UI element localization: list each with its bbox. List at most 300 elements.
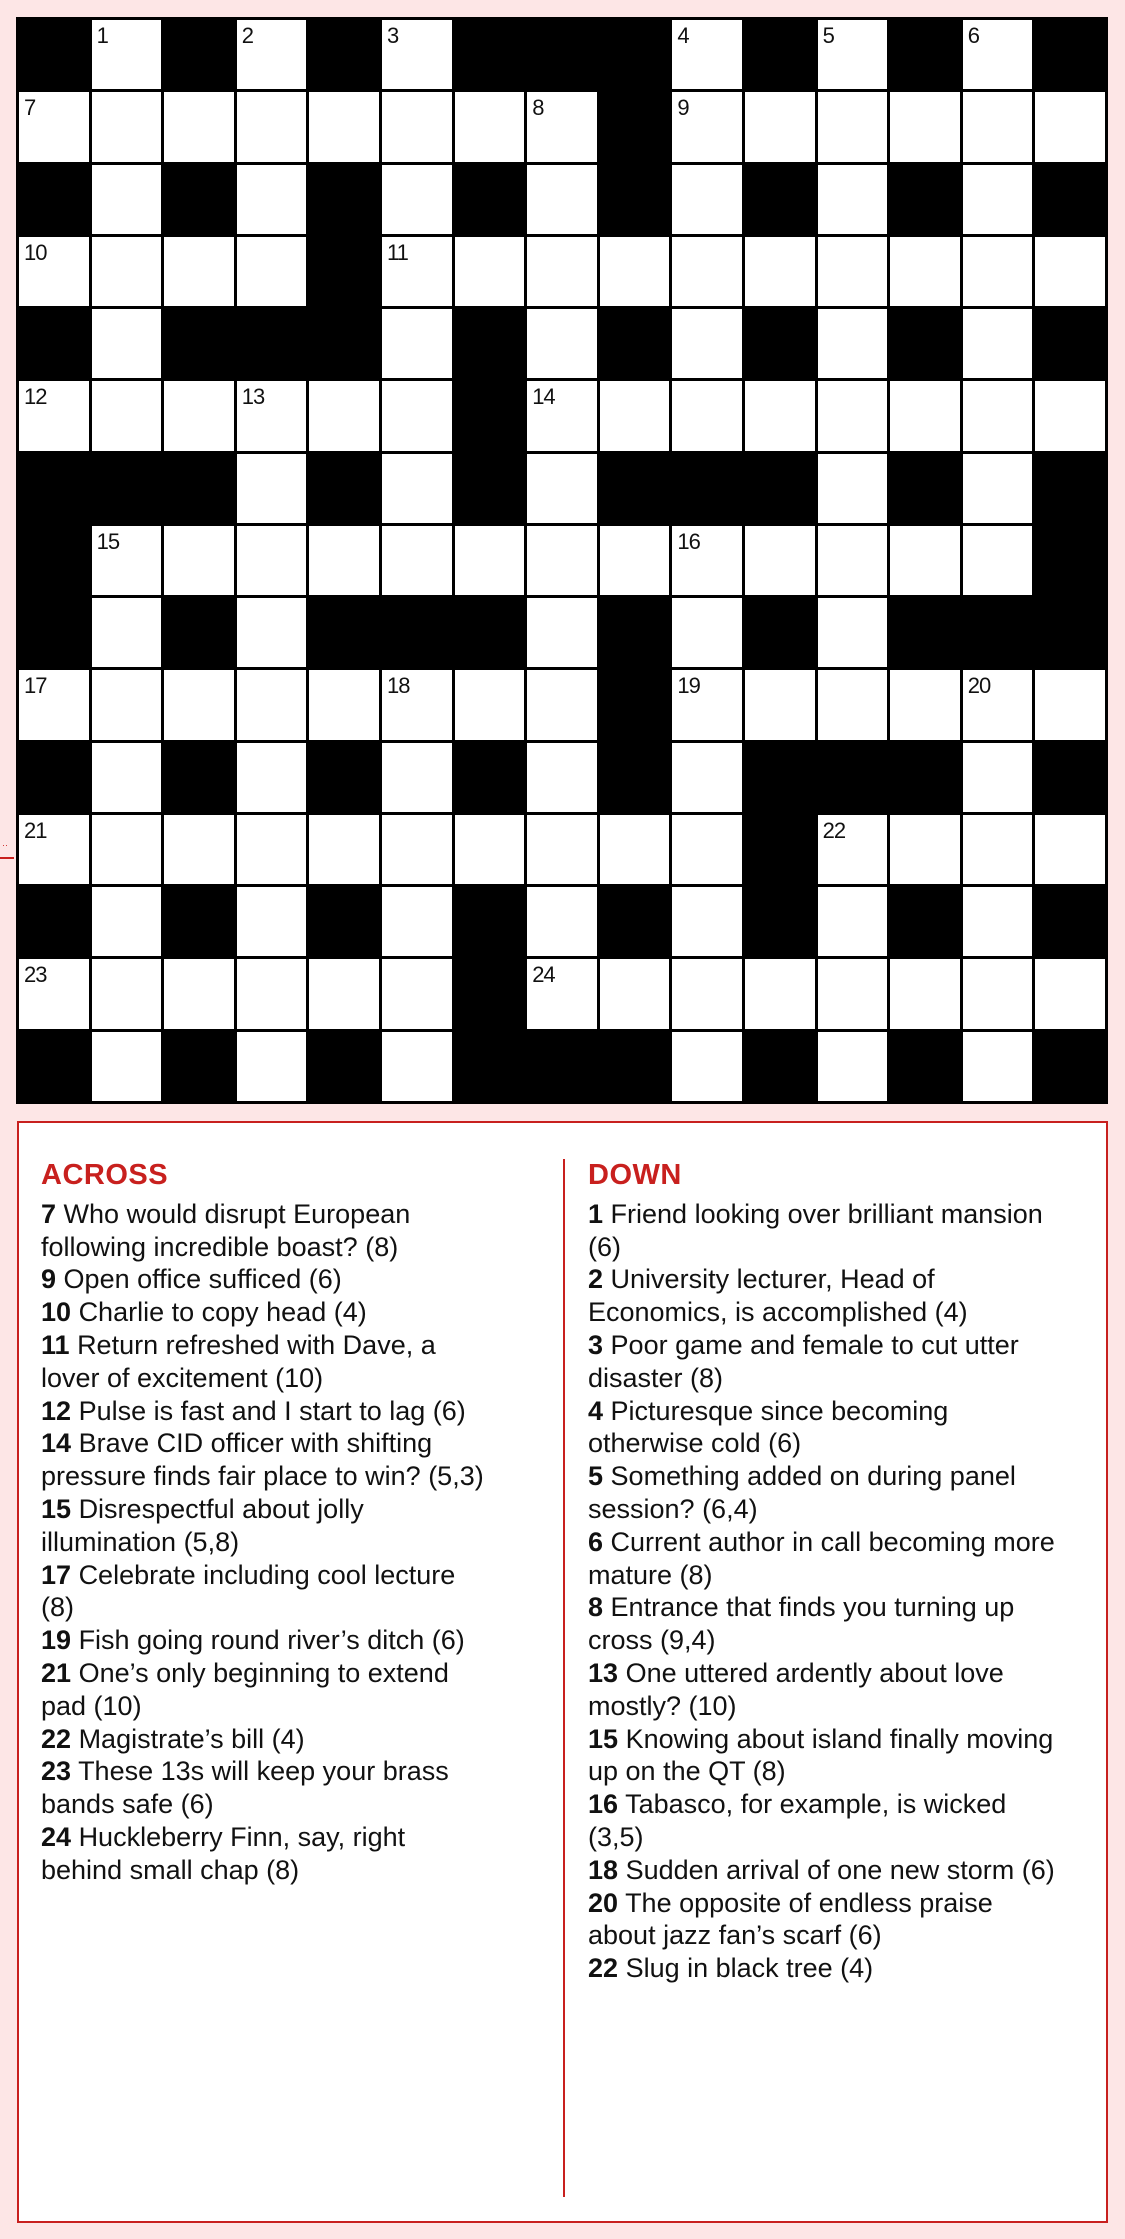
grid-cell[interactable] [1035,237,1105,306]
across-clue[interactable] [41,1329,491,1395]
grid-cell[interactable] [309,670,379,739]
black-square [19,598,89,667]
grid-cell[interactable] [745,670,815,739]
grid-cell[interactable] [92,526,162,595]
clue-number: 15 [41,1493,72,1524]
down-clue[interactable] [588,1591,1058,1657]
grid-cell[interactable] [309,381,379,450]
grid-cell[interactable] [164,237,234,306]
black-square [455,598,525,667]
grid-cell[interactable] [19,237,89,306]
margin-rule [0,857,14,859]
across-clue[interactable] [41,1723,491,1756]
clue-number: 13 [588,1657,619,1688]
grid-cell[interactable] [455,92,525,161]
clue-text: One’s only beginning to extend pad (10) [41,1657,449,1721]
clue-number: 9 [677,95,689,121]
grid-cell[interactable] [237,598,307,667]
grid-cell[interactable] [164,526,234,595]
black-square [164,887,234,956]
grid-cell[interactable] [92,598,162,667]
grid-cell[interactable] [527,670,597,739]
clue-text: One uttered ardently about love mostly? (10) [588,1657,1004,1721]
grid-cell[interactable] [19,959,89,1028]
grid-cell[interactable] [237,959,307,1028]
grid-cell[interactable] [963,237,1033,306]
grid-cell[interactable] [382,20,452,89]
clue-number: 23 [24,962,47,988]
clue-number: 1 [96,23,108,48]
black-square [600,165,670,234]
down-clue[interactable] [588,1198,1058,1264]
grid-cell[interactable] [237,237,307,306]
clue-number: 21 [24,817,47,843]
black-square [455,381,525,450]
grid-cell[interactable] [382,1032,452,1101]
clue-number: 16 [677,528,700,554]
grid-cell[interactable] [890,237,960,306]
black-square [309,887,379,956]
black-square [455,1032,525,1101]
grid-cell[interactable] [1035,815,1105,884]
clue-text: Knowing about island finally moving up on the QT (8) [588,1723,1054,1787]
grid-cell[interactable] [455,237,525,306]
clue-number: 19 [677,673,700,699]
grid-cell[interactable] [890,959,960,1028]
grid-cell[interactable] [309,526,379,595]
down-clue[interactable] [588,1887,1058,1953]
grid-cell[interactable] [672,959,742,1028]
grid-cell[interactable] [963,309,1033,378]
grid-cell[interactable] [672,20,742,89]
black-square [19,454,89,523]
across-clue[interactable] [41,1263,491,1296]
grid-cell[interactable] [92,959,162,1028]
grid-cell[interactable] [527,598,597,667]
across-clue[interactable] [41,1198,491,1264]
grid-cell[interactable] [963,92,1033,161]
black-square [1035,526,1105,595]
black-square [745,165,815,234]
black-square [672,454,742,523]
across-clue[interactable] [41,1624,491,1657]
grid-cell[interactable] [92,309,162,378]
clue-number: 8 [588,1592,604,1623]
column-divider [563,1159,565,2197]
clue-text: University lecturer, Head of Economics, is accomplished (4) [588,1264,968,1328]
grid-cell[interactable] [963,454,1033,523]
black-square [890,598,960,667]
grid-cell[interactable] [92,381,162,450]
down-clue[interactable] [588,1460,1058,1526]
clue-text: Fish going round river’s ditch (6) [78,1625,465,1656]
clue-number: 20 [967,673,991,699]
black-square [164,20,234,89]
down-clue[interactable] [588,1657,1058,1723]
grid-cell[interactable] [382,526,452,595]
clue-text: Pulse is fast and I start to lag (6) [78,1395,466,1426]
grid-cell[interactable] [455,815,525,884]
grid-cell[interactable] [890,526,960,595]
grid-cell[interactable] [382,887,452,956]
grid-cell[interactable] [527,743,597,812]
black-square [890,1032,960,1101]
grid-cell[interactable] [237,670,307,739]
grid-cell[interactable] [92,237,162,306]
grid-cell[interactable] [672,743,742,812]
black-square [455,887,525,956]
black-square [745,309,815,378]
black-square [818,743,888,812]
black-square [1035,598,1105,667]
grid-cell[interactable] [818,20,888,89]
grid-cell[interactable] [818,815,888,884]
grid-cell[interactable] [164,381,234,450]
grid-cell[interactable] [745,92,815,161]
black-square [600,1032,670,1101]
black-square [164,165,234,234]
clue-number: 8 [532,95,544,121]
grid-cell[interactable] [672,1032,742,1101]
black-square [745,20,815,89]
grid-cell[interactable] [672,887,742,956]
clue-text: Slug in black tree (4) [625,1953,874,1984]
grid-cell[interactable] [382,381,452,450]
grid-cell[interactable] [92,165,162,234]
clue-number: 24 [532,962,555,988]
clue-number: 17 [41,1559,72,1590]
clue-number: 9 [41,1264,57,1295]
black-square [164,454,234,523]
black-square [600,454,670,523]
clue-text: Poor game and female to cut utter disaster (8) [588,1329,1019,1393]
grid-cell[interactable] [890,92,960,161]
grid-cell[interactable] [237,454,307,523]
grid-cell[interactable] [1035,670,1105,739]
grid-cell[interactable] [19,92,89,161]
grid-cell[interactable] [237,1032,307,1101]
clue-text: Entrance that finds you turning up cross (9,4) [588,1592,1015,1656]
clue-number: 2 [588,1264,604,1295]
grid-cell[interactable] [1035,92,1105,161]
black-square [309,454,379,523]
grid-cell[interactable] [672,598,742,667]
grid-cell[interactable] [963,959,1033,1028]
clue-number: 3 [386,23,399,48]
grid-cell[interactable] [600,381,670,450]
grid-cell[interactable] [237,743,307,812]
across-clue[interactable] [41,1395,491,1428]
grid-cell[interactable] [963,20,1033,89]
clue-text: Who would disrupt European following incredible boast? (8) [41,1198,411,1262]
black-square [382,598,452,667]
grid-cell[interactable] [745,959,815,1028]
black-square [600,92,670,161]
grid-cell[interactable] [818,165,888,234]
clue-number: 11 [386,239,408,265]
black-square [890,309,960,378]
grid-cell[interactable] [672,309,742,378]
grid-cell[interactable] [382,959,452,1028]
black-square [164,309,234,378]
grid-cell[interactable] [1035,959,1105,1028]
black-square [745,1032,815,1101]
grid-cell[interactable] [309,959,379,1028]
clue-number: 4 [588,1395,604,1426]
margin-mark: ·· [2,840,8,850]
clue-text: Friend looking over brilliant mansion (6) [588,1198,1043,1262]
down-clue[interactable] [588,1952,1058,1985]
across-clue[interactable] [41,1493,491,1559]
grid-cell[interactable] [19,670,89,739]
clue-text: Huckleberry Finn, say, right behind small chap (8) [41,1821,406,1885]
grid-cell[interactable] [164,815,234,884]
black-square [1035,20,1105,89]
grid-cell[interactable] [1035,381,1105,450]
clue-number: 7 [41,1198,57,1229]
clue-number: 17 [24,673,47,699]
black-square [19,309,89,378]
clue-number: 1 [588,1198,604,1229]
clue-number: 4 [677,23,689,48]
grid-cell[interactable] [382,743,452,812]
grid-cell[interactable] [890,815,960,884]
grid-cell[interactable] [92,1032,162,1101]
grid-cell[interactable] [527,454,597,523]
across-clue[interactable] [41,1296,491,1329]
clue-number: 2 [241,23,254,48]
grid-cell[interactable] [963,670,1033,739]
clue-number: 21 [41,1657,72,1688]
grid-cell[interactable] [672,165,742,234]
black-square [455,20,525,89]
grid-cell[interactable] [963,743,1033,812]
grid-cell[interactable] [92,670,162,739]
grid-cell[interactable] [237,92,307,161]
grid-cell[interactable] [382,670,452,739]
grid-cell[interactable] [672,670,742,739]
grid-cell[interactable] [600,815,670,884]
black-square [309,309,379,378]
clue-number: 3 [588,1329,604,1360]
grid-cell[interactable] [818,309,888,378]
clue-number: 20 [588,1887,619,1918]
grid-cell[interactable] [890,381,960,450]
across-clue[interactable] [41,1427,491,1493]
clue-number: 12 [41,1395,72,1426]
clue-text: Disrespectful about jolly illumination (5,8) [41,1493,364,1557]
clue-number: 15 [96,528,120,554]
grid-cell[interactable] [527,165,597,234]
grid-cell[interactable] [672,381,742,450]
down-clue[interactable] [588,1263,1058,1329]
black-square [19,20,89,89]
black-square [890,887,960,956]
clue-text: Magistrate’s bill (4) [78,1723,305,1754]
grid-cell[interactable] [92,743,162,812]
black-square [1035,887,1105,956]
clue-number: 22 [588,1953,619,1984]
grid-cell[interactable] [818,526,888,595]
grid-cell[interactable] [963,165,1033,234]
across-clue[interactable] [41,1755,491,1821]
grid-cell[interactable] [672,815,742,884]
down-clue[interactable] [588,1788,1058,1854]
black-square [19,526,89,595]
clue-number: 12 [24,384,47,410]
grid-cell[interactable] [745,381,815,450]
grid-cell[interactable] [600,959,670,1028]
grid-cell[interactable] [455,526,525,595]
down-clue-list [588,1198,1058,1985]
black-square [600,670,670,739]
grid-cell[interactable] [237,815,307,884]
black-square [745,815,815,884]
clue-number: 22 [41,1723,72,1754]
clue-number: 6 [588,1526,604,1557]
clue-text: Return refreshed with Dave, a lover of excitement (10) [41,1329,436,1393]
grid-cell[interactable] [745,237,815,306]
clue-text: Charlie to copy head (4) [78,1297,367,1328]
grid-cell[interactable] [890,670,960,739]
grid-cell[interactable] [672,526,742,595]
clue-text: Open office sufficed (6) [63,1264,342,1295]
grid-cell[interactable] [963,1032,1033,1101]
clue-text: Sudden arrival of one new storm (6) [625,1854,1055,1885]
down-clue[interactable] [588,1526,1058,1592]
down-column [588,1159,1058,1985]
black-square [963,598,1033,667]
grid-cell[interactable] [818,887,888,956]
grid-cell[interactable] [92,20,162,89]
grid-cell[interactable] [237,20,307,89]
grid-cell[interactable] [164,959,234,1028]
clue-number: 11 [41,1329,70,1360]
grid-cell[interactable] [382,454,452,523]
grid-cell[interactable] [92,887,162,956]
grid-cell[interactable] [818,92,888,161]
grid-cell[interactable] [164,670,234,739]
across-clue-list [41,1198,491,1887]
black-square [455,454,525,523]
grid-cell[interactable] [818,598,888,667]
black-square [19,743,89,812]
grid-cell[interactable] [237,165,307,234]
black-square [455,309,525,378]
grid-cell[interactable] [309,815,379,884]
grid-cell[interactable] [527,526,597,595]
down-heading: DOWN [588,1159,682,1191]
crossword-grid [16,17,1108,1104]
down-clue[interactable] [588,1329,1058,1395]
black-square [164,1032,234,1101]
grid-cell[interactable] [672,237,742,306]
clues-panel [17,1121,1108,2223]
grid-cell[interactable] [382,815,452,884]
across-clue[interactable] [41,1821,491,1887]
grid-cell[interactable] [963,887,1033,956]
grid-cell[interactable] [818,959,888,1028]
grid-cell[interactable] [382,309,452,378]
black-square [164,598,234,667]
clue-number: 16 [588,1789,619,1820]
black-square [309,20,379,89]
clue-number: 23 [41,1756,72,1787]
grid-cell[interactable] [600,526,670,595]
grid-cell[interactable] [309,92,379,161]
clue-number: 14 [41,1428,72,1459]
black-square [1035,309,1105,378]
grid-cell[interactable] [527,887,597,956]
grid-cell[interactable] [600,237,670,306]
grid-cell[interactable] [527,237,597,306]
grid-cell[interactable] [818,454,888,523]
black-square [890,743,960,812]
grid-cell[interactable] [19,815,89,884]
grid-cell[interactable] [963,815,1033,884]
black-square [1035,165,1105,234]
grid-cell[interactable] [382,237,452,306]
grid-cell[interactable] [818,1032,888,1101]
down-clue[interactable] [588,1854,1058,1887]
grid-cell[interactable] [382,165,452,234]
grid-cell[interactable] [92,92,162,161]
grid-cell[interactable] [237,381,307,450]
clue-text: The opposite of endless praise about jazz fan’s scarf (6) [588,1887,993,1951]
black-square [600,743,670,812]
grid-cell[interactable] [672,92,742,161]
grid-cell[interactable] [745,526,815,595]
down-clue[interactable] [588,1395,1058,1461]
across-clue[interactable] [41,1559,491,1625]
grid-cell[interactable] [963,381,1033,450]
black-square [600,887,670,956]
black-square [164,743,234,812]
grid-cell[interactable] [92,815,162,884]
across-clue[interactable] [41,1657,491,1723]
grid-cell[interactable] [164,92,234,161]
black-square [1035,743,1105,812]
down-clue[interactable] [588,1723,1058,1789]
across-heading: ACROSS [41,1159,169,1191]
clue-text: Brave CID officer with shifting pressure finds fair place to win? (5,3) [41,1428,484,1492]
grid-cell[interactable] [237,526,307,595]
grid-cell[interactable] [19,381,89,450]
black-square [19,887,89,956]
grid-cell[interactable] [963,526,1033,595]
grid-cell[interactable] [818,670,888,739]
clue-text: These 13s will keep your brass bands safe (6) [41,1756,449,1820]
grid-cell[interactable] [818,381,888,450]
grid-cell[interactable] [382,92,452,161]
grid-cell[interactable] [237,887,307,956]
black-square [92,454,162,523]
grid-cell[interactable] [818,237,888,306]
grid-cell[interactable] [527,309,597,378]
grid-cell[interactable] [527,92,597,161]
black-square [309,165,379,234]
black-square [745,887,815,956]
clue-text: Current author in call becoming more mature (8) [588,1526,1055,1590]
clue-number: 5 [822,23,834,48]
grid-cell[interactable] [455,670,525,739]
black-square [1035,454,1105,523]
grid-cell[interactable] [527,815,597,884]
grid-cell[interactable] [527,959,597,1028]
grid-cell[interactable] [527,381,597,450]
black-square [309,1032,379,1101]
clue-number: 6 [967,23,980,48]
